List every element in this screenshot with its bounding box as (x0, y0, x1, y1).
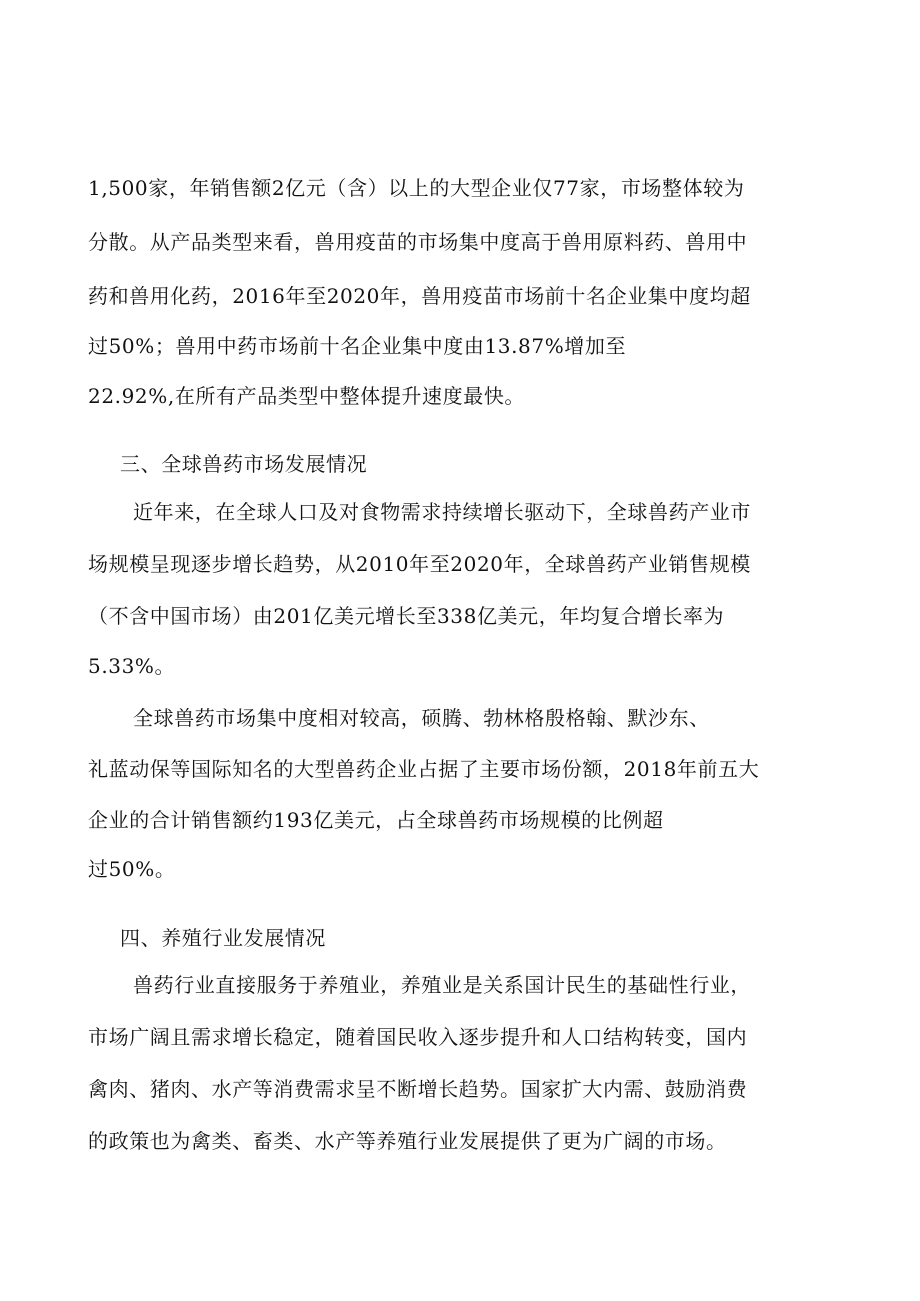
section-heading: 四、养殖行业发展情况 (120, 926, 326, 950)
paragraph-line: 近年来，在全球人口及对食物需求持续增长驱动下，全球兽药产业市 (133, 500, 751, 524)
paragraph-line: 兽药行业直接服务于养殖业，养殖业是关系国计民生的基础性行业， (133, 973, 751, 997)
paragraph-line: 5.33%。 (88, 654, 176, 678)
paragraph-line: 药和兽用化药，2016年至2020年，兽用疫苗市场前十名企业集中度均超 (88, 284, 751, 308)
section-heading: 三、全球兽药市场发展情况 (120, 452, 368, 476)
paragraph-line: 全球兽药市场集中度相对较高，硕腾、勃林格殷格翰、默沙东、 (133, 706, 710, 730)
paragraph-line: 市场广阔且需求增长稳定，随着国民收入逐步提升和人口结构转变，国内 (88, 1025, 748, 1049)
paragraph-line: 分散。从产品类型来看，兽用疫苗的市场集中度高于兽用原料药、兽用中 (88, 230, 748, 254)
paragraph-line: 礼蓝动保等国际知名的大型兽药企业占据了主要市场份额，2018年前五大 (88, 757, 760, 781)
paragraph-line: 禽肉、猪肉、水产等消费需求呈不断增长趋势。国家扩大内需、鼓励消费 (88, 1077, 748, 1101)
paragraph-line: 场规模呈现逐步增长趋势，从2010年至2020年，全球兽药产业销售规模 (88, 552, 751, 576)
paragraph-line: 企业的合计销售额约193亿美元，占全球兽药市场规模的比例超 (88, 808, 664, 832)
paragraph-line: （不含中国市场）由201亿美元增长至338亿美元，年均复合增长率为 (88, 604, 725, 628)
paragraph-line: 过50%；兽用中药市场前十名企业集中度由13.87%增加至 (88, 334, 627, 358)
paragraph-line: 过50%。 (88, 857, 176, 881)
paragraph-line: 的政策也为禽类、畜类、水产等养殖行业发展提供了更为广阔的市场。 (88, 1129, 727, 1153)
paragraph-line: 1,500家，年销售额2亿元（含）以上的大型企业仅77家，市场整体较为 (88, 176, 745, 200)
paragraph-line: 22.92%,在所有产品类型中整体提升速度最快。 (88, 384, 526, 408)
